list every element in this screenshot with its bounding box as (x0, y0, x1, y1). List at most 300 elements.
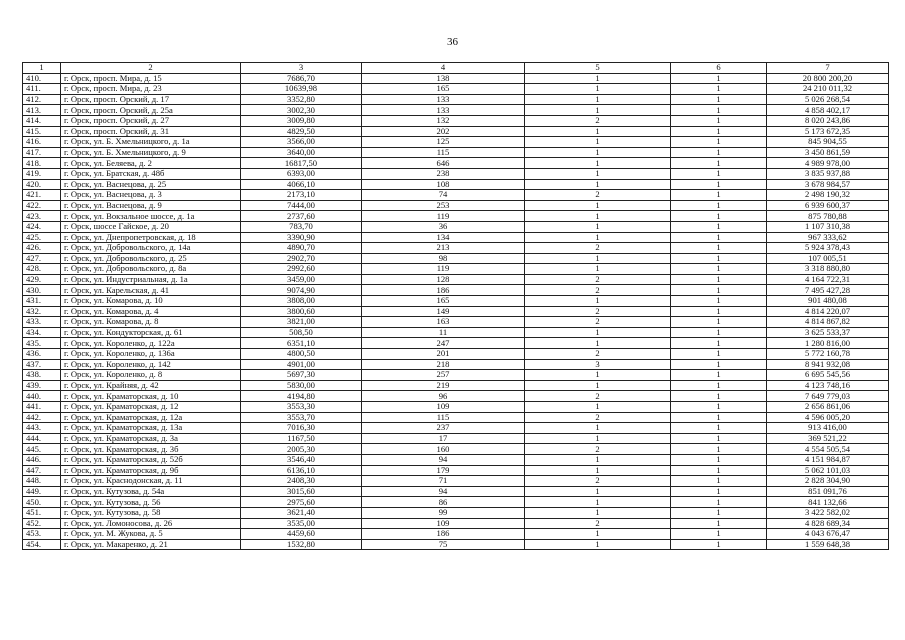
row-number: 411. (23, 84, 61, 95)
col6-cell: 1 (671, 105, 767, 116)
area-cell: 2902,70 (241, 253, 362, 264)
address-cell: г. Орск, просп. Орский, д. 31 (61, 126, 241, 137)
col6-cell: 1 (671, 317, 767, 328)
col5-cell: 2 (525, 274, 671, 285)
col5-cell: 2 (525, 317, 671, 328)
count-cell: 94 (362, 454, 525, 465)
amount-cell: 5 924 378,43 (767, 243, 889, 254)
amount-cell: 2 656 861,06 (767, 402, 889, 413)
count-cell: 219 (362, 380, 525, 391)
address-cell: г. Орск, ул. Краматорская, д. 3а (61, 433, 241, 444)
header-cell: 7 (767, 63, 889, 74)
amount-cell: 2 498 190,32 (767, 190, 889, 201)
address-cell: г. Орск, ул. М. Жукова, д. 5 (61, 529, 241, 540)
page-number: 36 (447, 36, 458, 48)
col6-cell: 1 (671, 137, 767, 148)
amount-cell: 4 043 676,47 (767, 529, 889, 540)
amount-cell: 851 091,76 (767, 486, 889, 497)
row-number: 453. (23, 529, 61, 540)
col6-cell: 1 (671, 327, 767, 338)
col5-cell: 1 (525, 253, 671, 264)
col6-cell: 1 (671, 232, 767, 243)
amount-cell: 8 941 932,08 (767, 359, 889, 370)
count-cell: 11 (362, 327, 525, 338)
row-number: 417. (23, 147, 61, 158)
amount-cell: 3 625 533,37 (767, 327, 889, 338)
col6-cell: 1 (671, 529, 767, 540)
count-cell: 247 (362, 338, 525, 349)
amount-cell: 369 521,22 (767, 433, 889, 444)
count-cell: 96 (362, 391, 525, 402)
area-cell: 3553,30 (241, 402, 362, 413)
col6-cell: 1 (671, 539, 767, 550)
col5-cell: 1 (525, 465, 671, 476)
table-row (23, 73, 889, 84)
area-cell: 7444,00 (241, 200, 362, 211)
area-cell: 4800,50 (241, 349, 362, 360)
col5-cell: 1 (525, 486, 671, 497)
row-number: 410. (23, 73, 61, 84)
amount-cell: 5 772 160,78 (767, 349, 889, 360)
area-cell: 3800,60 (241, 306, 362, 317)
table-row (23, 380, 889, 391)
table-row (23, 126, 889, 137)
count-cell: 202 (362, 126, 525, 137)
col5-cell: 1 (525, 454, 671, 465)
row-number: 419. (23, 168, 61, 179)
address-cell: г. Орск, ул. Б. Хмельницкого, д. 1а (61, 137, 241, 148)
table-row (23, 539, 889, 550)
header-cell: 1 (23, 63, 61, 74)
col6-cell: 1 (671, 359, 767, 370)
count-cell: 109 (362, 402, 525, 413)
header-cell: 6 (671, 63, 767, 74)
col5-cell: 1 (525, 338, 671, 349)
address-cell: г. Орск, ул. Васнецова, д. 25 (61, 179, 241, 190)
col5-cell: 1 (525, 529, 671, 540)
col6-cell: 1 (671, 296, 767, 307)
col6-cell: 1 (671, 412, 767, 423)
area-cell: 2005,30 (241, 444, 362, 455)
table-row (23, 211, 889, 222)
row-number: 439. (23, 380, 61, 391)
area-cell: 508,50 (241, 327, 362, 338)
col6-cell: 1 (671, 380, 767, 391)
col5-cell: 2 (525, 412, 671, 423)
count-cell: 94 (362, 486, 525, 497)
area-cell: 3009,80 (241, 115, 362, 126)
amount-cell: 8 020 243,86 (767, 115, 889, 126)
amount-cell: 107 005,51 (767, 253, 889, 264)
col6-cell: 1 (671, 423, 767, 434)
table-row (23, 285, 889, 296)
area-cell: 4890,70 (241, 243, 362, 254)
row-number: 425. (23, 232, 61, 243)
count-cell: 179 (362, 465, 525, 476)
table-row (23, 518, 889, 529)
col6-cell: 1 (671, 200, 767, 211)
row-number: 438. (23, 370, 61, 381)
col6-cell: 1 (671, 73, 767, 84)
address-cell: г. Орск, ул. Краснодонская, д. 11 (61, 476, 241, 487)
table-row (23, 433, 889, 444)
table-row (23, 529, 889, 540)
col6-cell: 1 (671, 179, 767, 190)
area-cell: 2173,10 (241, 190, 362, 201)
col5-cell: 1 (525, 168, 671, 179)
col5-cell: 1 (525, 370, 671, 381)
header-cell: 5 (525, 63, 671, 74)
amount-cell: 4 814 867,82 (767, 317, 889, 328)
table-row (23, 253, 889, 264)
row-number: 412. (23, 94, 61, 105)
col5-cell: 1 (525, 126, 671, 137)
address-cell: г. Орск, ул. Короленко, д. 142 (61, 359, 241, 370)
amount-cell: 5 062 101,03 (767, 465, 889, 476)
col5-cell: 2 (525, 391, 671, 402)
table-row (23, 306, 889, 317)
col5-cell: 1 (525, 264, 671, 275)
count-cell: 99 (362, 507, 525, 518)
col5-cell: 1 (525, 179, 671, 190)
amount-cell: 4 151 984,87 (767, 454, 889, 465)
count-cell: 237 (362, 423, 525, 434)
col5-cell: 1 (525, 507, 671, 518)
address-cell: г. Орск, ул. Вокзальное шоссе, д. 1а (61, 211, 241, 222)
area-cell: 2408,30 (241, 476, 362, 487)
address-cell: г. Орск, ул. Макаренко, д. 21 (61, 539, 241, 550)
count-cell: 186 (362, 285, 525, 296)
area-cell: 2975,60 (241, 497, 362, 508)
col6-cell: 1 (671, 476, 767, 487)
address-cell: г. Орск, ул. Короленко, д. 136а (61, 349, 241, 360)
row-number: 452. (23, 518, 61, 529)
table-row (23, 147, 889, 158)
col5-cell: 1 (525, 433, 671, 444)
table-row (23, 317, 889, 328)
table-row (23, 423, 889, 434)
row-number: 423. (23, 211, 61, 222)
col5-cell: 1 (525, 221, 671, 232)
row-number: 413. (23, 105, 61, 116)
col5-cell: 1 (525, 423, 671, 434)
amount-cell: 4 164 722,31 (767, 274, 889, 285)
col5-cell: 1 (525, 211, 671, 222)
col5-cell: 1 (525, 539, 671, 550)
row-number: 427. (23, 253, 61, 264)
row-number: 450. (23, 497, 61, 508)
row-number: 428. (23, 264, 61, 275)
area-cell: 3546,40 (241, 454, 362, 465)
count-cell: 119 (362, 211, 525, 222)
count-cell: 149 (362, 306, 525, 317)
col5-cell: 3 (525, 359, 671, 370)
row-number: 440. (23, 391, 61, 402)
area-cell: 4194,80 (241, 391, 362, 402)
col5-cell: 2 (525, 444, 671, 455)
table-row (23, 454, 889, 465)
row-number: 422. (23, 200, 61, 211)
address-cell: г. Орск, ул. Днепропетровская, д. 18 (61, 232, 241, 243)
col5-cell: 1 (525, 232, 671, 243)
address-cell: г. Орск, ул. Б. Хмельницкого, д. 9 (61, 147, 241, 158)
count-cell: 218 (362, 359, 525, 370)
count-cell: 253 (362, 200, 525, 211)
count-cell: 201 (362, 349, 525, 360)
address-cell: г. Орск, ул. Добровольского, д. 14а (61, 243, 241, 254)
row-number: 429. (23, 274, 61, 285)
table-row (23, 190, 889, 201)
col6-cell: 1 (671, 274, 767, 285)
col6-cell: 1 (671, 84, 767, 95)
area-cell: 6136,10 (241, 465, 362, 476)
address-cell: г. Орск, ул. Краматорская, д. 13а (61, 423, 241, 434)
col6-cell: 1 (671, 264, 767, 275)
amount-cell: 7 649 779,03 (767, 391, 889, 402)
col6-cell: 1 (671, 444, 767, 455)
row-number: 449. (23, 486, 61, 497)
col5-cell: 1 (525, 158, 671, 169)
address-cell: г. Орск, ул. Комарова, д. 8 (61, 317, 241, 328)
amount-cell: 3 835 937,88 (767, 168, 889, 179)
col5-cell: 2 (525, 476, 671, 487)
row-number: 448. (23, 476, 61, 487)
area-cell: 4901,00 (241, 359, 362, 370)
amount-cell: 1 107 310,38 (767, 221, 889, 232)
row-number: 436. (23, 349, 61, 360)
area-cell: 5830,00 (241, 380, 362, 391)
amount-cell: 20 800 200,20 (767, 73, 889, 84)
address-cell: г. Орск, ул. Карельская, д. 41 (61, 285, 241, 296)
row-number: 424. (23, 221, 61, 232)
count-cell: 133 (362, 105, 525, 116)
amount-cell: 2 828 304,90 (767, 476, 889, 487)
area-cell: 4829,50 (241, 126, 362, 137)
col6-cell: 1 (671, 370, 767, 381)
col6-cell: 1 (671, 115, 767, 126)
amount-cell: 1 280 816,00 (767, 338, 889, 349)
count-cell: 17 (362, 433, 525, 444)
amount-cell: 1 559 648,38 (767, 539, 889, 550)
housing-registry-table (22, 62, 889, 550)
address-cell: г. Орск, просп. Мира, д. 15 (61, 73, 241, 84)
table-row (23, 507, 889, 518)
address-cell: г. Орск, ул. Короленко, д. 8 (61, 370, 241, 381)
table-row (23, 327, 889, 338)
col5-cell: 1 (525, 84, 671, 95)
count-cell: 36 (362, 221, 525, 232)
col6-cell: 1 (671, 507, 767, 518)
address-cell: г. Орск, ул. Васнецова, д. 3 (61, 190, 241, 201)
col5-cell: 1 (525, 105, 671, 116)
count-cell: 134 (362, 232, 525, 243)
address-cell: г. Орск, ул. Ломоносова, д. 26 (61, 518, 241, 529)
table-row (23, 296, 889, 307)
col6-cell: 1 (671, 518, 767, 529)
address-cell: г. Орск, ул. Добровольского, д. 25 (61, 253, 241, 264)
address-cell: г. Орск, ул. Кондукторская, д. 61 (61, 327, 241, 338)
table-row (23, 391, 889, 402)
count-cell: 133 (362, 94, 525, 105)
row-number: 430. (23, 285, 61, 296)
area-cell: 3640,00 (241, 147, 362, 158)
area-cell: 3015,60 (241, 486, 362, 497)
area-cell: 3535,00 (241, 518, 362, 529)
row-number: 433. (23, 317, 61, 328)
address-cell: г. Орск, ул. Кутузова, д. 54а (61, 486, 241, 497)
count-cell: 257 (362, 370, 525, 381)
count-cell: 125 (362, 137, 525, 148)
table-row (23, 168, 889, 179)
amount-cell: 4 828 689,34 (767, 518, 889, 529)
address-cell: г. Орск, ул. Добровольского, д. 8а (61, 264, 241, 275)
table-row (23, 444, 889, 455)
area-cell: 3002,30 (241, 105, 362, 116)
amount-cell: 913 416,00 (767, 423, 889, 434)
row-number: 416. (23, 137, 61, 148)
count-cell: 109 (362, 518, 525, 529)
address-cell: г. Орск, ул. Индустриальная, д. 1а (61, 274, 241, 285)
header-cell: 4 (362, 63, 525, 74)
col6-cell: 1 (671, 306, 767, 317)
address-cell: г. Орск, ул. Васнецова, д. 9 (61, 200, 241, 211)
col6-cell: 1 (671, 126, 767, 137)
count-cell: 165 (362, 84, 525, 95)
area-cell: 2992,60 (241, 264, 362, 275)
col5-cell: 1 (525, 296, 671, 307)
count-cell: 115 (362, 147, 525, 158)
col6-cell: 1 (671, 253, 767, 264)
col6-cell: 1 (671, 433, 767, 444)
amount-cell: 5 173 672,35 (767, 126, 889, 137)
count-cell: 71 (362, 476, 525, 487)
area-cell: 2737,60 (241, 211, 362, 222)
table-row (23, 370, 889, 381)
table-row (23, 402, 889, 413)
row-number: 421. (23, 190, 61, 201)
col6-cell: 1 (671, 221, 767, 232)
count-cell: 132 (362, 115, 525, 126)
col5-cell: 1 (525, 200, 671, 211)
table-row (23, 349, 889, 360)
table-row (23, 115, 889, 126)
header-cell: 2 (61, 63, 241, 74)
row-number: 446. (23, 454, 61, 465)
row-number: 415. (23, 126, 61, 137)
count-cell: 119 (362, 264, 525, 275)
header-cell: 3 (241, 63, 362, 74)
table-row (23, 264, 889, 275)
area-cell: 7686,70 (241, 73, 362, 84)
count-cell: 163 (362, 317, 525, 328)
table-row (23, 338, 889, 349)
address-cell: г. Орск, ул. Краматорская, д. 52б (61, 454, 241, 465)
row-number: 447. (23, 465, 61, 476)
row-number: 420. (23, 179, 61, 190)
table-row (23, 84, 889, 95)
address-cell: г. Орск, ул. Короленко, д. 122а (61, 338, 241, 349)
area-cell: 3459,00 (241, 274, 362, 285)
area-cell: 1532,80 (241, 539, 362, 550)
count-cell: 160 (362, 444, 525, 455)
count-cell: 75 (362, 539, 525, 550)
amount-cell: 845 904,55 (767, 137, 889, 148)
area-cell: 3553,70 (241, 412, 362, 423)
col5-cell: 1 (525, 137, 671, 148)
amount-cell: 4 989 978,00 (767, 158, 889, 169)
row-number: 437. (23, 359, 61, 370)
col5-cell: 2 (525, 190, 671, 201)
area-cell: 3821,00 (241, 317, 362, 328)
address-cell: г. Орск, ул. Краматорская, д. 10 (61, 391, 241, 402)
area-cell: 16817,50 (241, 158, 362, 169)
count-cell: 86 (362, 497, 525, 508)
row-number: 444. (23, 433, 61, 444)
col5-cell: 2 (525, 349, 671, 360)
col5-cell: 1 (525, 147, 671, 158)
count-cell: 165 (362, 296, 525, 307)
col6-cell: 1 (671, 243, 767, 254)
table-row (23, 221, 889, 232)
address-cell: г. Орск, ул. Краматорская, д. 12 (61, 402, 241, 413)
area-cell: 10639,98 (241, 84, 362, 95)
col6-cell: 1 (671, 497, 767, 508)
address-cell: г. Орск, ул. Комарова, д. 4 (61, 306, 241, 317)
address-cell: г. Орск, ул. Краматорская, д. 3б (61, 444, 241, 455)
row-number: 442. (23, 412, 61, 423)
col5-cell: 1 (525, 327, 671, 338)
area-cell: 4066,10 (241, 179, 362, 190)
table-row (23, 465, 889, 476)
address-cell: г. Орск, ул. Комарова, д. 10 (61, 296, 241, 307)
amount-cell: 4 596 005,20 (767, 412, 889, 423)
address-cell: г. Орск, ул. Краматорская, д. 9б (61, 465, 241, 476)
amount-cell: 6 695 545,56 (767, 370, 889, 381)
address-cell: г. Орск, просп. Мира, д. 23 (61, 84, 241, 95)
table-row (23, 497, 889, 508)
col5-cell: 1 (525, 402, 671, 413)
area-cell: 6393,00 (241, 168, 362, 179)
table-row (23, 476, 889, 487)
amount-cell: 875 780,88 (767, 211, 889, 222)
table-row (23, 105, 889, 116)
table-row (23, 412, 889, 423)
amount-cell: 901 480,08 (767, 296, 889, 307)
col6-cell: 1 (671, 285, 767, 296)
count-cell: 108 (362, 179, 525, 190)
row-number: 451. (23, 507, 61, 518)
amount-cell: 3 318 880,80 (767, 264, 889, 275)
table-row (23, 94, 889, 105)
address-cell: г. Орск, просп. Орский, д. 17 (61, 94, 241, 105)
row-number: 454. (23, 539, 61, 550)
count-cell: 138 (362, 73, 525, 84)
col5-cell: 2 (525, 115, 671, 126)
col5-cell: 2 (525, 243, 671, 254)
area-cell: 3566,00 (241, 137, 362, 148)
row-number: 432. (23, 306, 61, 317)
count-cell: 98 (362, 253, 525, 264)
col5-cell: 2 (525, 306, 671, 317)
col6-cell: 1 (671, 349, 767, 360)
area-cell: 3621,40 (241, 507, 362, 518)
amount-cell: 4 814 220,07 (767, 306, 889, 317)
row-number: 435. (23, 338, 61, 349)
col6-cell: 1 (671, 211, 767, 222)
count-cell: 128 (362, 274, 525, 285)
amount-cell: 4 123 748,16 (767, 380, 889, 391)
col6-cell: 1 (671, 190, 767, 201)
